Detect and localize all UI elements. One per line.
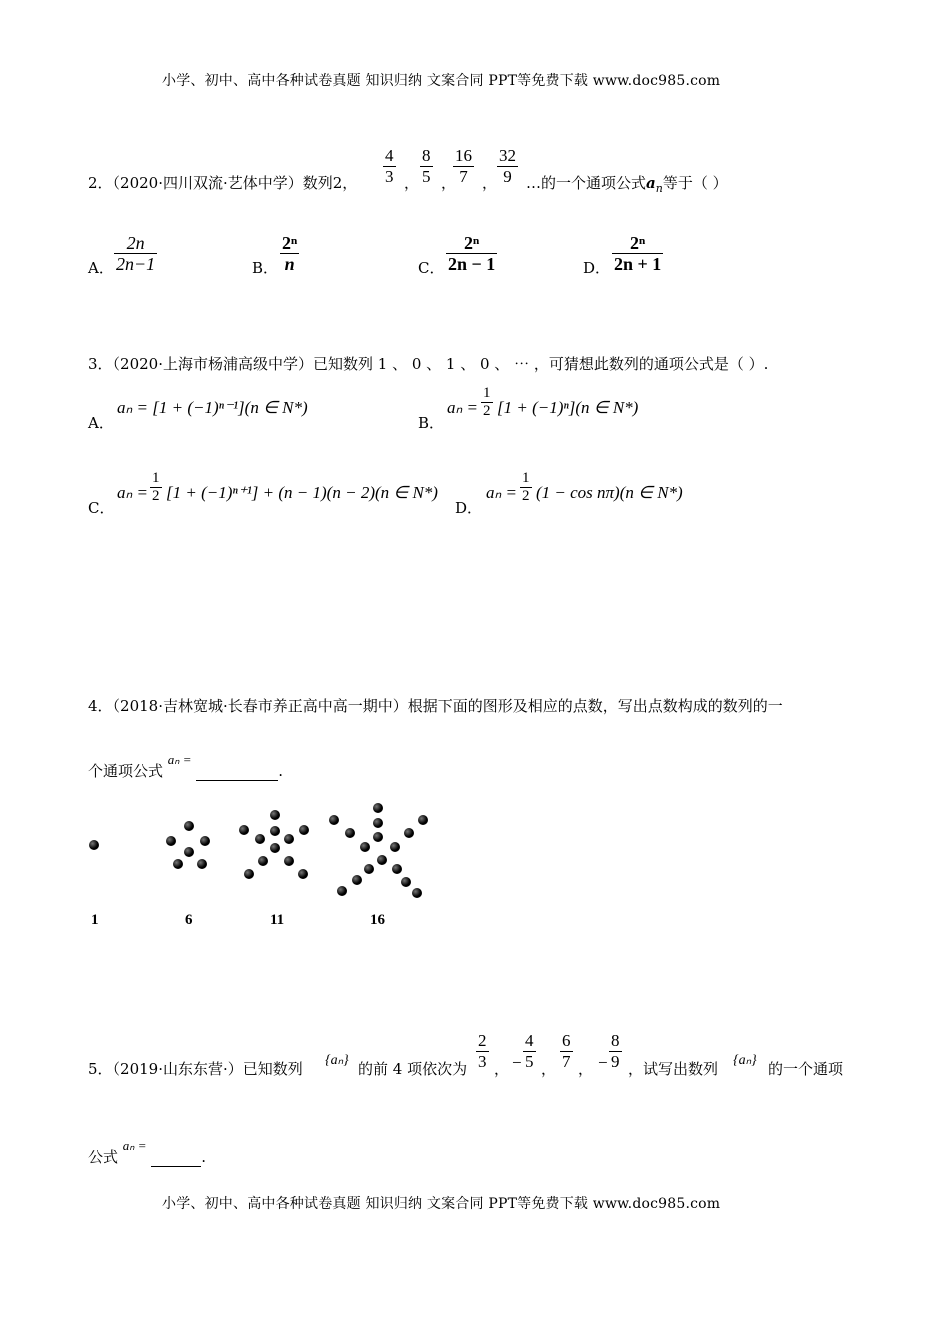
dot — [197, 859, 207, 869]
q5-mid: 的前 4 项依次为 — [358, 1060, 468, 1078]
dot — [377, 855, 387, 865]
q5-fraction-3: $\frac{6}{7}$ — [562, 1031, 571, 1071]
dot — [404, 828, 414, 838]
q2-option-b-label: B． — [252, 259, 279, 277]
dot — [284, 856, 294, 866]
q4-answer-blank[interactable] — [196, 780, 278, 781]
q5-tail: 的一个通项 — [768, 1060, 844, 1078]
dot — [184, 821, 194, 831]
q2-fraction-1: $\frac{4}{3}$ — [385, 146, 394, 186]
dot — [418, 815, 428, 825]
dot — [392, 864, 402, 874]
dot — [258, 856, 268, 866]
dot — [390, 842, 400, 852]
q2-fraction-3: $\frac{16}{7}$ — [455, 146, 472, 186]
dot — [401, 877, 411, 887]
dot — [299, 825, 309, 835]
dot — [345, 828, 355, 838]
q2-sep-2: ， — [441, 174, 457, 192]
q3-option-d-half: $\frac{1}{2}$ — [522, 470, 530, 504]
q3-option-d-label: D． — [455, 499, 483, 517]
q5-fraction-4: $\frac{8}{9}$ — [611, 1031, 620, 1071]
dot — [89, 840, 99, 850]
dot — [298, 869, 308, 879]
page-footer: 小学、初中、高中各种试卷真题 知识归纳 文案合同 PPT等免费下载 www.doc985.com — [162, 1196, 721, 1212]
dot — [412, 888, 422, 898]
q4-stem: 4．（2018·吉林宽城·长春市养正高中高一期中）根据下面的图形及相应的点数，写出点数构成的数列的一 — [88, 697, 783, 715]
q3-option-b-half: $\frac{1}{2}$ — [483, 385, 491, 419]
q5-sep-3: ， — [578, 1060, 594, 1078]
q3-option-b-pre: aₙ = — [447, 398, 478, 417]
q2-option-c-fraction: $\frac{\text{2ⁿ}}{2n - 1}$ — [448, 233, 496, 274]
q2-sep-3: ， — [482, 174, 498, 192]
q3-option-b-post: [1 + (−1)ⁿ](n ∈ N*) — [497, 398, 639, 417]
dot — [239, 825, 249, 835]
figure-label: 6 — [185, 912, 193, 928]
figure-label: 16 — [370, 912, 385, 928]
dot — [173, 859, 183, 869]
dot — [270, 810, 280, 820]
figure-label: 1 — [91, 912, 99, 928]
dot — [360, 842, 370, 852]
q3-option-a-formula: aₙ = [1 + (−1)ⁿ⁻¹](n ∈ N*) — [117, 398, 308, 417]
q2-suffix: …的一个通项公式$a_n$等于（ ） — [526, 174, 728, 195]
q2-option-a-label: A． — [88, 259, 114, 277]
dot — [373, 818, 383, 828]
q5-line-2: 公式 aₙ = . — [88, 1138, 207, 1166]
q5-prefix: 5．（2019·山东东营·）已知数列 — [88, 1060, 303, 1078]
dot — [166, 836, 176, 846]
dot — [329, 815, 339, 825]
q3-stem: 3．（2020·上海市杨浦高级中学）已知数列 1 、 0 、 1 、 0 、 ⋯ ，可猜想此数列的通项公式是（ ）. — [88, 355, 769, 373]
q5-answer-blank[interactable] — [151, 1166, 201, 1167]
q5-sep-1: ， — [494, 1060, 510, 1078]
dot — [373, 803, 383, 813]
q5-sign-4: − — [598, 1053, 608, 1072]
dot — [244, 869, 254, 879]
q2-fraction-2: $\frac{8}{5}$ — [422, 146, 431, 186]
q3-option-c-pre: aₙ = — [117, 483, 148, 502]
q3-option-b-label: B． — [418, 414, 445, 432]
q3-option-c-half: $\frac{1}{2}$ — [152, 470, 160, 504]
page-header: 小学、初中、高中各种试卷真题 知识归纳 文案合同 PPT等免费下载 www.doc985.com — [162, 73, 721, 89]
dot — [184, 847, 194, 857]
dot — [373, 832, 383, 842]
q5-sequence-2: {aₙ} — [733, 1053, 757, 1068]
q3-option-d-post: (1 − cos nπ)(n ∈ N*) — [536, 483, 683, 502]
dot — [337, 886, 347, 896]
q2-option-a-fraction: $\frac{2n}{2n-1}$ — [116, 233, 156, 274]
q5-sign-2: − — [512, 1053, 522, 1072]
q2-option-d-label: D． — [583, 259, 611, 277]
q3-option-a-label: A． — [88, 414, 114, 432]
figure-label: 11 — [270, 912, 285, 928]
q5-sequence: {aₙ} — [325, 1053, 349, 1068]
q3-option-d-pre: aₙ = — [486, 483, 517, 502]
dot — [352, 875, 362, 885]
q2-fraction-4: $\frac{32}{9}$ — [499, 146, 516, 186]
q2-option-c-label: C． — [418, 259, 445, 277]
dot — [200, 836, 210, 846]
q2-sep-1: ， — [404, 174, 420, 192]
q4-line-2: 个通项公式 aₙ = . — [88, 752, 284, 780]
q2-option-d-fraction: $\frac{\text{2ⁿ}}{2n + 1}$ — [614, 233, 662, 274]
q2-prefix: 2．（2020·四川双流·艺体中学）数列2， — [88, 174, 358, 192]
dot — [284, 834, 294, 844]
dot — [270, 826, 280, 836]
dot — [270, 843, 280, 853]
q5-suffix: ，试写出数列 — [628, 1060, 719, 1078]
q5-fraction-1: $\frac{2}{3}$ — [478, 1031, 487, 1071]
q5-sep-2: ， — [541, 1060, 557, 1078]
q2-option-b-fraction: $\frac{\text{2ⁿ}}{n}$ — [282, 233, 298, 274]
dot — [364, 864, 374, 874]
q3-option-c-post: [1 + (−1)ⁿ⁺¹] + (n − 1)(n − 2)(n ∈ N*) — [166, 483, 438, 502]
dot — [255, 834, 265, 844]
q5-fraction-2: $\frac{4}{5}$ — [525, 1031, 534, 1071]
q3-option-c-label: C． — [88, 499, 115, 517]
